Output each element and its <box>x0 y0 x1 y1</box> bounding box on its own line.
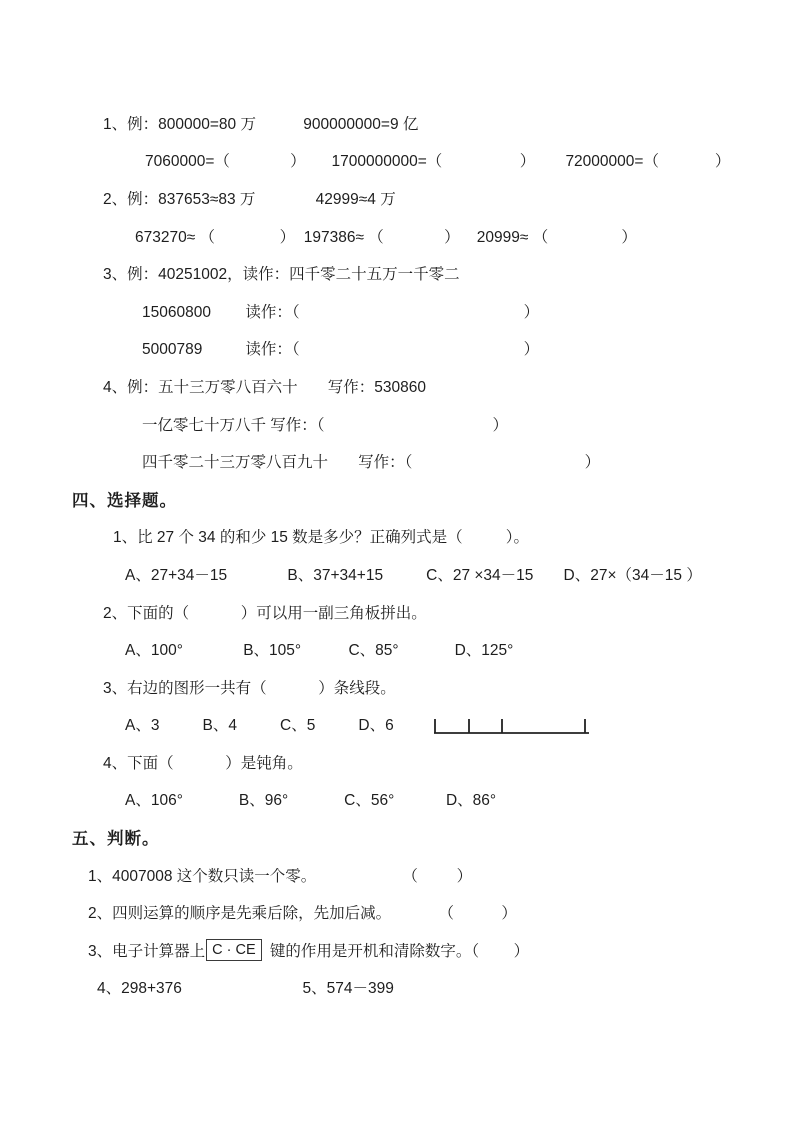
judge-section-heading: 五、判断。 <box>72 830 160 849</box>
choice-q2-stem: 2、下面的（ ）可以用一副三角板拼出。 <box>103 604 427 622</box>
choice-section-heading: 四、选择题。 <box>72 491 177 510</box>
number-q3-read-2: 5000789 读作：（ ） <box>142 341 540 359</box>
judge-q1: 1、4007008 这个数只读一个零。 （ ） <box>88 867 473 885</box>
number-q4-write-2: 四千零二十三万零八百九十 写作：（ ） <box>142 454 601 472</box>
number-q4-write-1: 一亿零七十万八千 写作：（ ） <box>142 416 509 434</box>
choice-q3-options-row <box>0 706 793 744</box>
number-q3-read-1: 15060800 读作：（ ） <box>142 303 540 321</box>
line-segment-figure <box>434 717 589 734</box>
calculator-clear-key: C · CE <box>206 939 262 961</box>
judge-q3-before: 3、电子计算器上 <box>88 942 206 960</box>
number-q1-example: 1、例：800000=80 万 900000000=9 亿 <box>103 115 419 133</box>
judge-q4: 4、298+376 5、574－399 <box>97 980 394 998</box>
choice-q4-stem: 4、下面（ ）是钝角。 <box>103 754 303 772</box>
judge-q3-after: 键的作用是开机和清除数字。（ ） <box>265 942 530 960</box>
number-q3-example: 3、例：40251002，读作：四千零二十五万一千零二 <box>103 266 460 284</box>
choice-q4-options: A、106° B、96° C、56° D、86° <box>125 792 497 810</box>
number-q2-example: 2、例：837653≈83 万 42999≈4 万 <box>103 190 396 208</box>
number-q1-blanks: 7060000=（ ） 1700000000=（ ） 72000000=（ ） <box>145 153 731 171</box>
choice-q1-options: A、27+34－15 B、37+34+15 C、27 ×34－15 D、27×（34－15 ） <box>125 566 702 584</box>
number-q4-example: 4、例：五十三万零八百六十 写作：530860 <box>103 378 426 396</box>
choice-q3-options: A、3 B、4 C、5 D、6 <box>125 717 394 735</box>
judge-q2: 2、四则运算的顺序是先乘后除，先加后减。 （ ） <box>88 905 517 923</box>
choice-q3-stem: 3、右边的图形一共有（ ）条线段。 <box>103 679 396 697</box>
choice-q1-stem: 1、比 27 个 34 的和少 15 数是多少？正确列式是（ ）。 <box>113 529 529 547</box>
choice-q2-options: A、100° B、105° C、85° D、125° <box>125 642 514 660</box>
number-q2-blanks: 673270≈ （ ） 197386≈ （ ） 20999≈ （ ） <box>135 228 637 246</box>
judge-q3 <box>0 931 793 969</box>
